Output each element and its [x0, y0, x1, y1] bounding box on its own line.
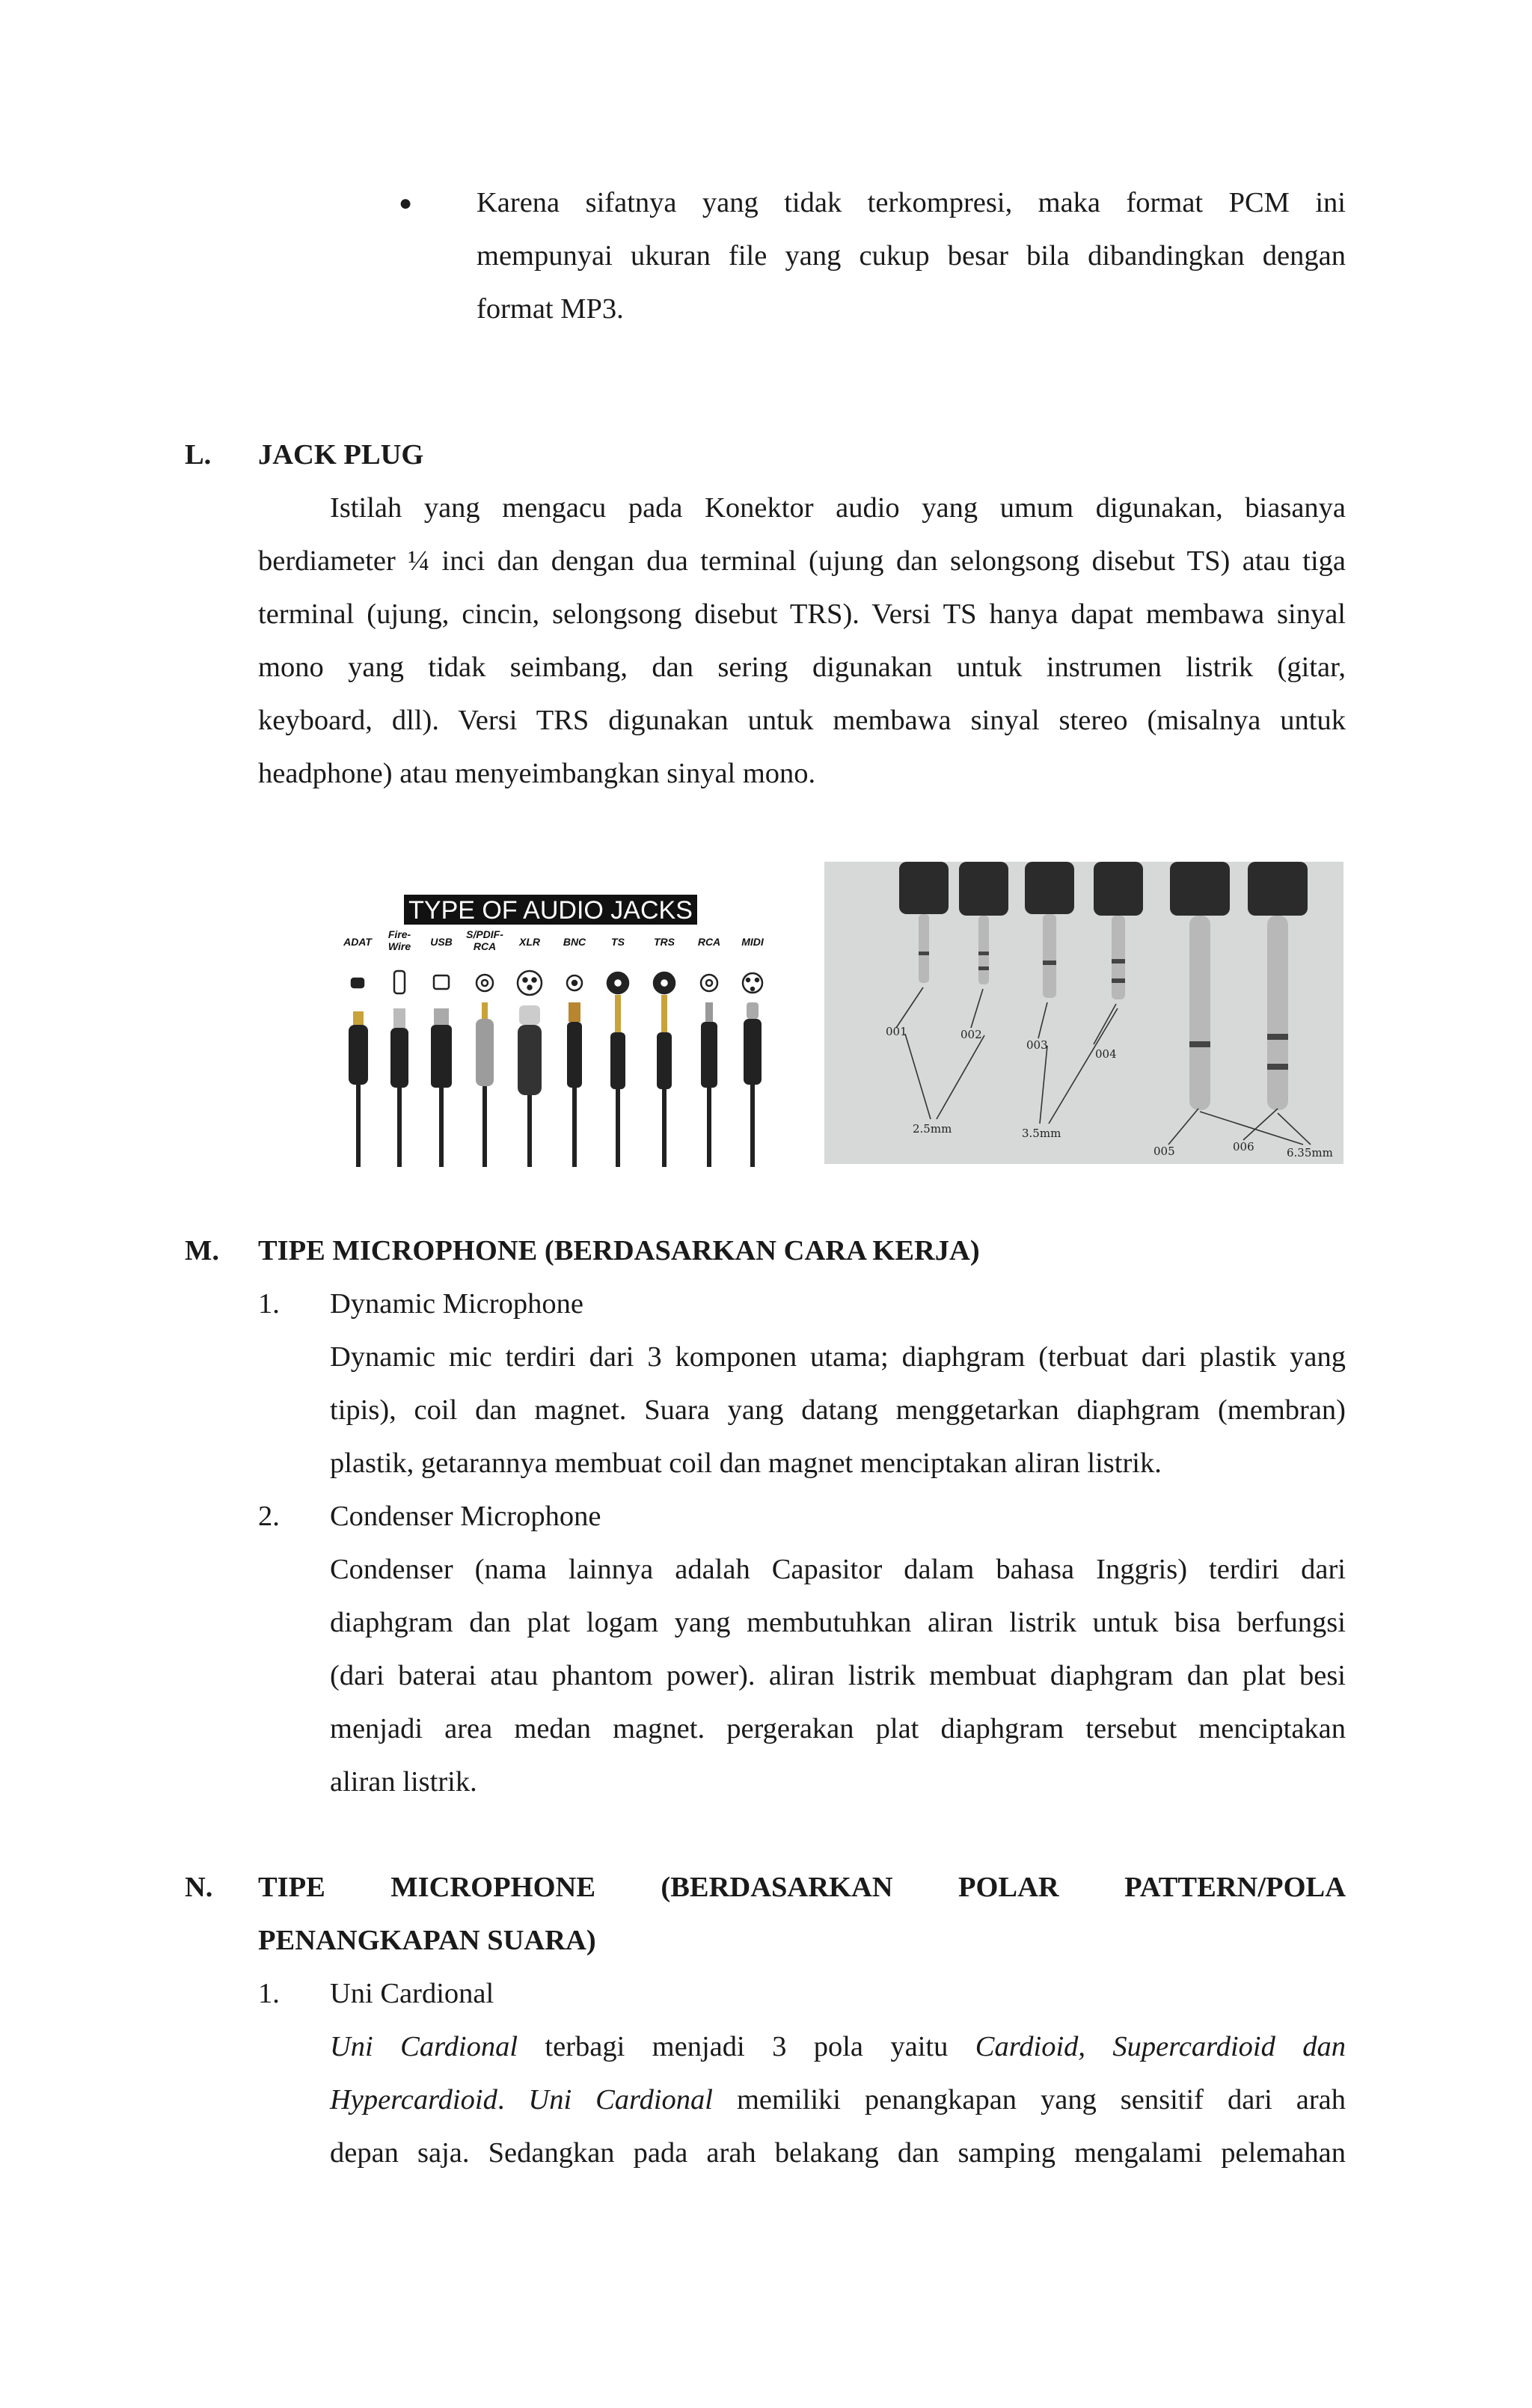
jacks-title: TYPE OF AUDIO JACKS	[408, 896, 693, 925]
section-n-item-1-line-3: depan saja. Sedangkan pada arah belakang dan samping mengalami pelemahan	[330, 2137, 1346, 2169]
section-m-item-2-line-1: Condenser (nama lainnya adalah Capasitor dalam bahasa Inggris) terdiri dari	[330, 1554, 1346, 1585]
section-m-item-1-line-3: plastik, getarannya membuat coil dan magnet menciptakan aliran listrik.	[330, 1447, 1162, 1479]
section-l-line-2: berdiameter ¼ inci dan dengan dua terminal (ujung dan selongsong disebut TS) atau tiga	[258, 545, 1346, 577]
section-n-item-1-line-1: Uni Cardional terbagi menjadi 3 pola yaitu Cardioid, Supercardioid dan	[330, 2031, 1346, 2062]
svg-text:BNC: BNC	[563, 936, 586, 948]
section-m-item-1-heading: Dynamic Microphone	[330, 1288, 583, 1320]
svg-text:6.35mm: 6.35mm	[1287, 1146, 1333, 1159]
svg-text:006: 006	[1233, 1140, 1254, 1154]
audio-jacks-image	[329, 883, 793, 1167]
section-l-letter: L.	[185, 439, 212, 471]
section-l-line-4: mono yang tidak seimbang, dan sering digunakan untuk instrumen listrik (gitar,	[258, 652, 1346, 683]
section-m-item-2-line-4: menjadi area medan magnet. pergerakan plat diaphgram tersebut menciptakan	[330, 1713, 1346, 1744]
bullet-line-2: mempunyai ukuran file yang cukup besar bila dibandingkan dengan	[477, 240, 1346, 272]
section-m-item-2-line-5: aliran listrik.	[330, 1766, 477, 1798]
section-m-item-2-number: 2.	[258, 1501, 280, 1532]
section-l-line-3: terminal (ujung, cincin, selongsong disebut TRS). Versi TS hanya dapat membawa sinyal	[258, 598, 1346, 630]
section-l-line-5: keyboard, dll). Versi TRS digunakan untuk membawa sinyal stereo (misalnya untuk	[258, 705, 1346, 736]
svg-text:004: 004	[1095, 1047, 1117, 1061]
svg-text:MIDI: MIDI	[741, 936, 764, 948]
svg-text:TS: TS	[611, 936, 625, 948]
svg-text:2.5mm: 2.5mm	[913, 1122, 952, 1136]
svg-text:RCA: RCA	[473, 940, 497, 952]
svg-text:ADAT: ADAT	[343, 936, 372, 948]
section-m-title: TIPE MICROPHONE (BERDASARKAN CARA KERJA)	[258, 1235, 980, 1266]
bullet-line-1: Karena sifatnya yang tidak terkompresi, maka format PCM ini	[477, 187, 1346, 218]
svg-text:Fire-: Fire-	[387, 928, 411, 940]
section-n-item-1-line-2: Hypercardioid. Uni Cardional memiliki penangkapan yang sensitif dari arah	[330, 2084, 1346, 2116]
section-m-item-1-line-1: Dynamic mic terdiri dari 3 komponen utama; diaphgram (terbuat dari plastik yang	[330, 1341, 1346, 1373]
section-l-title: JACK PLUG	[258, 439, 424, 471]
svg-text:003: 003	[1026, 1038, 1048, 1052]
svg-text:001: 001	[886, 1025, 907, 1038]
svg-text:TRS: TRS	[654, 936, 675, 948]
section-m-item-1-number: 1.	[258, 1288, 280, 1320]
bullet-line-3: format MP3.	[477, 293, 624, 325]
svg-text:002: 002	[960, 1028, 982, 1041]
svg-text:Wire: Wire	[387, 940, 411, 952]
section-n-item-1-number: 1.	[258, 1978, 280, 2009]
section-n-item-1-heading: Uni Cardional	[330, 1978, 494, 2009]
section-n-title-line-1: TIPE MICROPHONE (BERDASARKAN POLAR PATTERN/POLA	[258, 1872, 1346, 1903]
section-m-item-2-line-3: (dari baterai atau phantom power). aliran listrik membuat diaphgram dan plat besi	[330, 1660, 1346, 1691]
svg-text:USB: USB	[430, 936, 453, 948]
svg-text:005: 005	[1153, 1145, 1175, 1158]
svg-text:RCA: RCA	[697, 936, 721, 948]
section-m-item-2-line-2: diaphgram dan plat logam yang membutuhkan aliran listrik untuk bisa berfungsi	[330, 1607, 1346, 1638]
section-m-letter: M.	[185, 1235, 219, 1266]
svg-text:S/PDIF-: S/PDIF-	[466, 928, 503, 940]
section-l-line-1: Istilah yang mengacu pada Konektor audio yang umum digunakan, biasanya	[330, 492, 1346, 524]
section-n-title-line-2: PENANGKAPAN SUARA)	[258, 1925, 596, 1956]
section-n-letter: N.	[185, 1872, 213, 1903]
section-m-item-2-heading: Condenser Microphone	[330, 1501, 601, 1532]
svg-text:XLR: XLR	[519, 936, 540, 948]
section-m-item-1-line-2: tipis), coil dan magnet. Suara yang datang menggetarkan diaphgram (membran)	[330, 1394, 1346, 1426]
jack-sizes-photo	[824, 862, 1343, 1164]
section-l-line-6: headphone) atau menyeimbangkan sinyal mono.	[258, 758, 816, 789]
svg-text:3.5mm: 3.5mm	[1022, 1127, 1061, 1140]
bullet-dot: ●	[399, 191, 413, 215]
